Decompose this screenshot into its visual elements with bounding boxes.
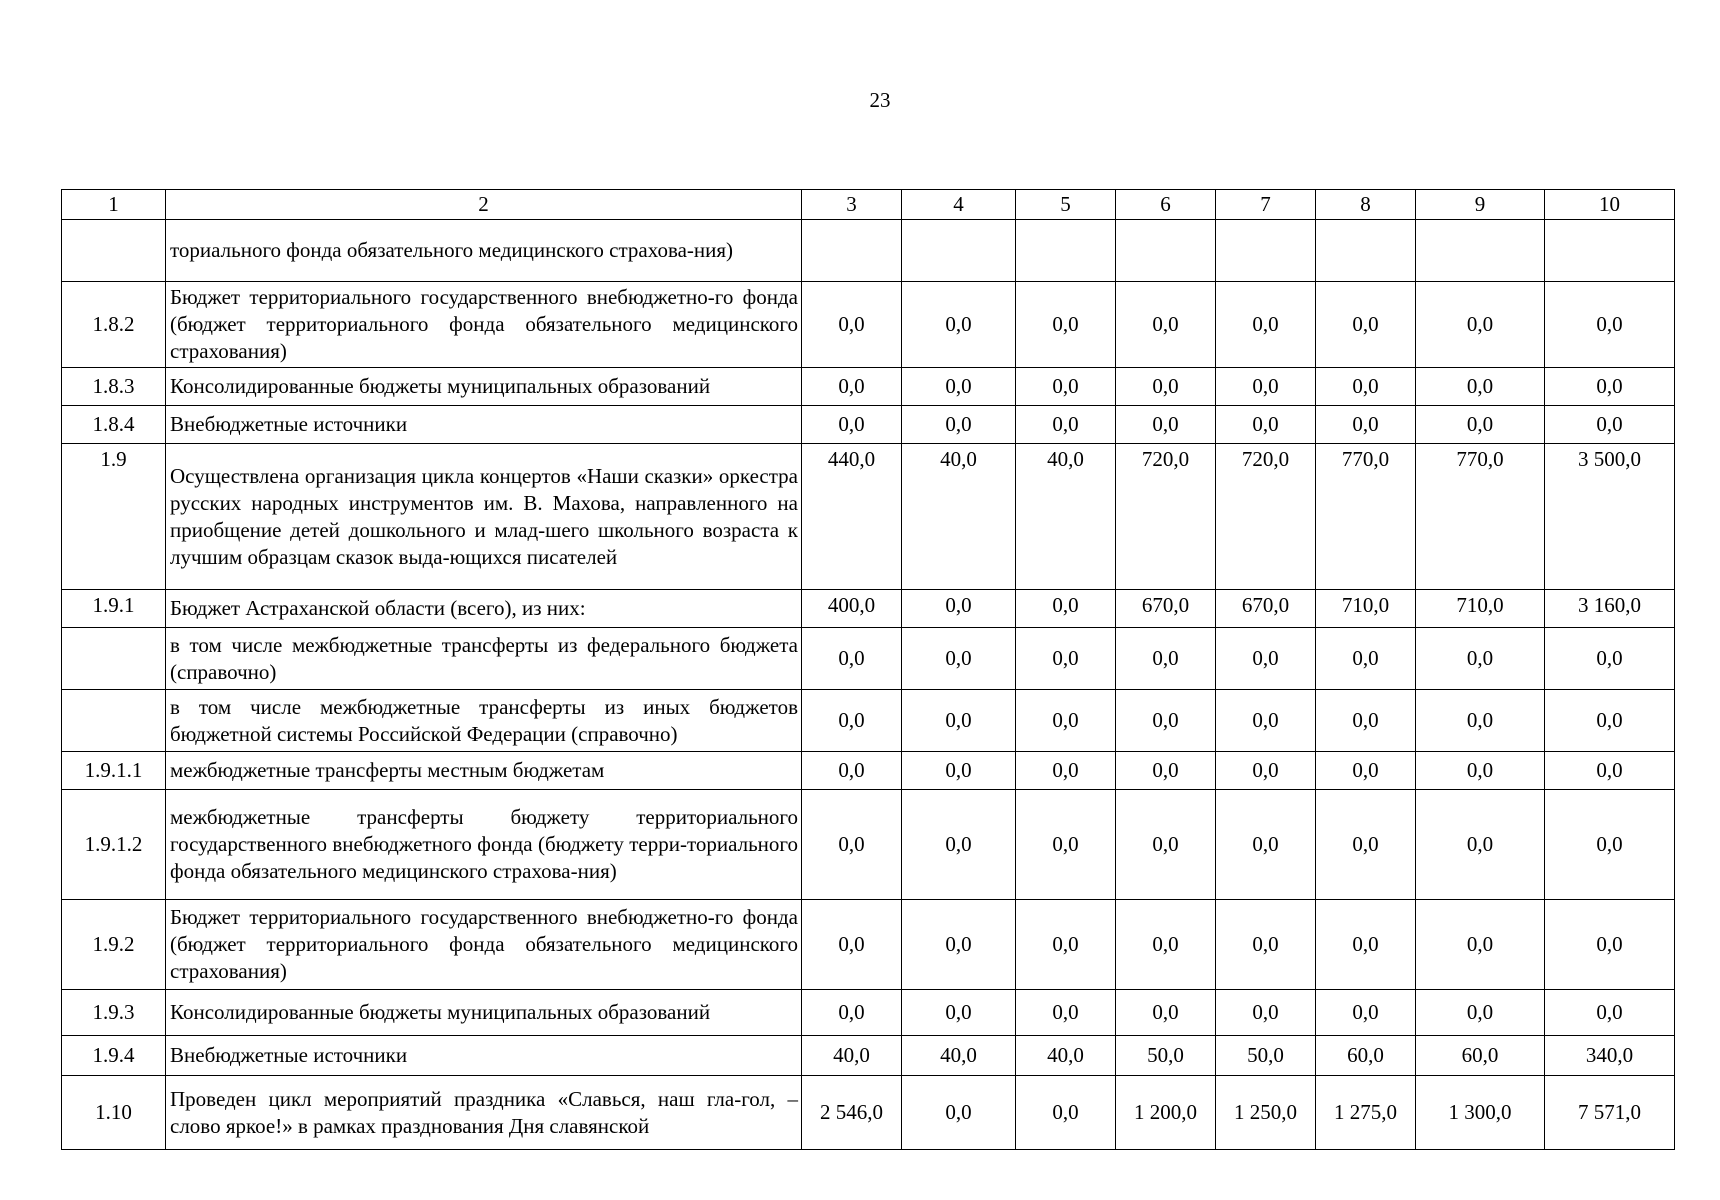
value-cell (1116, 220, 1216, 282)
value-cell: 0,0 (1016, 628, 1116, 690)
row-description-cell: ториального фонда обязательного медицинского страхова-ния) (166, 220, 802, 282)
row-number-cell: 1.10 (62, 1076, 166, 1150)
row-description-cell: Бюджет территориального государственного внебюджетно-го фонда (бюджет территориального фонда обязательного медицинского страхования) (166, 282, 802, 368)
value-cell: 0,0 (802, 628, 902, 690)
value-cell: 0,0 (902, 990, 1016, 1036)
column-header: 7 (1216, 190, 1316, 220)
column-header: 5 (1016, 190, 1116, 220)
value-cell: 0,0 (1316, 368, 1416, 406)
value-cell: 400,0 (802, 590, 902, 628)
value-cell: 0,0 (802, 752, 902, 790)
row-number-cell: 1.9.1 (62, 590, 166, 628)
value-cell: 0,0 (802, 900, 902, 990)
value-cell: 0,0 (1416, 368, 1545, 406)
value-cell (1545, 220, 1675, 282)
value-cell: 0,0 (802, 690, 902, 752)
value-cell: 0,0 (1216, 690, 1316, 752)
value-cell: 0,0 (1545, 628, 1675, 690)
value-cell: 0,0 (902, 900, 1016, 990)
value-cell: 0,0 (1216, 282, 1316, 368)
value-cell: 0,0 (1016, 282, 1116, 368)
column-header: 10 (1545, 190, 1675, 220)
value-cell: 1 275,0 (1316, 1076, 1416, 1150)
table-row (62, 628, 1675, 690)
value-cell (1416, 220, 1545, 282)
value-cell: 0,0 (1216, 628, 1316, 690)
value-cell: 0,0 (1016, 406, 1116, 444)
value-cell: 0,0 (1116, 900, 1216, 990)
table-row (62, 900, 1675, 990)
table-row (62, 752, 1675, 790)
value-cell: 0,0 (1416, 990, 1545, 1036)
value-cell: 1 300,0 (1416, 1076, 1545, 1150)
value-cell: 0,0 (1316, 406, 1416, 444)
value-cell: 0,0 (1316, 690, 1416, 752)
value-cell: 0,0 (1116, 690, 1216, 752)
value-cell: 40,0 (902, 444, 1016, 590)
value-cell: 0,0 (802, 406, 902, 444)
value-cell: 0,0 (1116, 752, 1216, 790)
value-cell: 0,0 (902, 590, 1016, 628)
value-cell: 0,0 (1116, 990, 1216, 1036)
value-cell: 0,0 (802, 282, 902, 368)
table-body (62, 190, 1675, 1150)
value-cell: 0,0 (1016, 1076, 1116, 1150)
table-row (62, 444, 1675, 590)
value-cell: 0,0 (1545, 282, 1675, 368)
value-cell: 0,0 (1116, 406, 1216, 444)
value-cell: 0,0 (1416, 690, 1545, 752)
value-cell: 60,0 (1416, 1036, 1545, 1076)
value-cell: 0,0 (1316, 752, 1416, 790)
value-cell: 0,0 (1316, 282, 1416, 368)
value-cell: 50,0 (1216, 1036, 1316, 1076)
value-cell (1316, 220, 1416, 282)
value-cell: 0,0 (902, 368, 1016, 406)
value-cell: 3 160,0 (1545, 590, 1675, 628)
value-cell: 720,0 (1216, 444, 1316, 590)
value-cell: 0,0 (1545, 690, 1675, 752)
value-cell: 3 500,0 (1545, 444, 1675, 590)
value-cell: 40,0 (1016, 1036, 1116, 1076)
table-row (62, 220, 1675, 282)
row-number-cell: 1.9.2 (62, 900, 166, 990)
row-description-cell: Внебюджетные источники (166, 406, 802, 444)
value-cell: 0,0 (1116, 368, 1216, 406)
value-cell: 0,0 (902, 690, 1016, 752)
value-cell (1016, 220, 1116, 282)
row-description-cell: Проведен цикл мероприятий праздника «Славься, наш гла-гол, – слово яркое!» в рамках празднования Дня славянской (166, 1076, 802, 1150)
value-cell: 0,0 (802, 990, 902, 1036)
value-cell: 50,0 (1116, 1036, 1216, 1076)
row-number-cell (62, 220, 166, 282)
value-cell: 0,0 (1116, 790, 1216, 900)
column-header: 1 (62, 190, 166, 220)
value-cell: 0,0 (902, 282, 1016, 368)
value-cell: 0,0 (902, 790, 1016, 900)
value-cell: 2 546,0 (802, 1076, 902, 1150)
value-cell: 440,0 (802, 444, 902, 590)
value-cell: 0,0 (1216, 900, 1316, 990)
value-cell: 7 571,0 (1545, 1076, 1675, 1150)
column-header: 2 (166, 190, 802, 220)
value-cell: 0,0 (1545, 790, 1675, 900)
value-cell: 0,0 (1545, 752, 1675, 790)
column-header: 6 (1116, 190, 1216, 220)
value-cell: 710,0 (1316, 590, 1416, 628)
row-description-cell: межбюджетные трансферты местным бюджетам (166, 752, 802, 790)
value-cell: 770,0 (1416, 444, 1545, 590)
budget-table (61, 189, 1675, 1150)
value-cell: 0,0 (902, 1076, 1016, 1150)
value-cell (802, 220, 902, 282)
value-cell: 1 250,0 (1216, 1076, 1316, 1150)
value-cell: 0,0 (1016, 990, 1116, 1036)
value-cell: 60,0 (1316, 1036, 1416, 1076)
page-number: 23 (869, 88, 891, 112)
row-number-cell: 1.9.1.1 (62, 752, 166, 790)
row-number-cell (62, 690, 166, 752)
row-description-cell: межбюджетные трансферты бюджету территориального государственного внебюджетного фонда (бюджету терри-ториального фонда обязательного медицинского страхова-ния) (166, 790, 802, 900)
value-cell: 0,0 (1416, 406, 1545, 444)
value-cell: 340,0 (1545, 1036, 1675, 1076)
row-description-cell: в том числе межбюджетные трансферты из федерального бюджета (справочно) (166, 628, 802, 690)
value-cell: 0,0 (1416, 790, 1545, 900)
value-cell: 0,0 (1316, 628, 1416, 690)
table-row (62, 790, 1675, 900)
value-cell: 0,0 (1545, 368, 1675, 406)
value-cell: 40,0 (802, 1036, 902, 1076)
row-description-cell: Бюджет территориального государственного внебюджетно-го фонда (бюджет территориального фонда обязательного медицинского страхования) (166, 900, 802, 990)
row-description-cell: Внебюджетные источники (166, 1036, 802, 1076)
row-number-cell: 1.9.1.2 (62, 790, 166, 900)
value-cell: 0,0 (1416, 628, 1545, 690)
row-number-cell: 1.8.3 (62, 368, 166, 406)
value-cell: 0,0 (1016, 900, 1116, 990)
row-description-cell: Осуществлена организация цикла концертов «Наши сказки» оркестра русских народных инструментов им. В. Махова, направленного на приобщение детей дошкольного и млад-шего школьного возраста к лучшим образцам сказок выда-ющихся писателей (166, 444, 802, 590)
value-cell: 0,0 (1016, 752, 1116, 790)
value-cell: 0,0 (1545, 406, 1675, 444)
table-row (62, 690, 1675, 752)
value-cell: 0,0 (1016, 690, 1116, 752)
value-cell: 0,0 (1216, 990, 1316, 1036)
column-header: 3 (802, 190, 902, 220)
row-number-cell (62, 628, 166, 690)
table-row (62, 282, 1675, 368)
table-row (62, 368, 1675, 406)
value-cell (1216, 220, 1316, 282)
table-row (62, 590, 1675, 628)
value-cell (902, 220, 1016, 282)
value-cell: 0,0 (1016, 790, 1116, 900)
value-cell: 670,0 (1216, 590, 1316, 628)
value-cell: 0,0 (1416, 900, 1545, 990)
value-cell: 0,0 (1545, 900, 1675, 990)
value-cell: 0,0 (802, 790, 902, 900)
value-cell: 0,0 (902, 406, 1016, 444)
value-cell: 0,0 (1116, 628, 1216, 690)
value-cell: 670,0 (1116, 590, 1216, 628)
value-cell: 0,0 (902, 752, 1016, 790)
value-cell: 40,0 (902, 1036, 1016, 1076)
column-header: 4 (902, 190, 1016, 220)
value-cell: 0,0 (1316, 990, 1416, 1036)
row-description-cell: в том числе межбюджетные трансферты из иных бюджетов бюджетной системы Российской Федерации (справочно) (166, 690, 802, 752)
table-row (62, 1076, 1675, 1150)
row-description-cell: Консолидированные бюджеты муниципальных образований (166, 368, 802, 406)
row-number-cell: 1.9.4 (62, 1036, 166, 1076)
row-number-cell: 1.8.2 (62, 282, 166, 368)
value-cell: 710,0 (1416, 590, 1545, 628)
value-cell: 1 200,0 (1116, 1076, 1216, 1150)
column-header: 8 (1316, 190, 1416, 220)
value-cell: 0,0 (1216, 406, 1316, 444)
value-cell: 0,0 (1216, 368, 1316, 406)
value-cell: 0,0 (802, 368, 902, 406)
table-row (62, 1036, 1675, 1076)
row-number-cell: 1.8.4 (62, 406, 166, 444)
value-cell: 0,0 (902, 628, 1016, 690)
value-cell: 770,0 (1316, 444, 1416, 590)
row-number-cell: 1.9 (62, 444, 166, 590)
value-cell: 0,0 (1416, 282, 1545, 368)
table-row (62, 406, 1675, 444)
value-cell: 0,0 (1545, 990, 1675, 1036)
value-cell: 0,0 (1016, 590, 1116, 628)
value-cell: 0,0 (1016, 368, 1116, 406)
value-cell: 0,0 (1316, 900, 1416, 990)
value-cell: 720,0 (1116, 444, 1216, 590)
value-cell: 0,0 (1416, 752, 1545, 790)
column-header: 9 (1416, 190, 1545, 220)
table-row (62, 990, 1675, 1036)
row-number-cell: 1.9.3 (62, 990, 166, 1036)
value-cell: 40,0 (1016, 444, 1116, 590)
row-description-cell: Бюджет Астраханской области (всего), из них: (166, 590, 802, 628)
value-cell: 0,0 (1316, 790, 1416, 900)
value-cell: 0,0 (1216, 752, 1316, 790)
row-description-cell: Консолидированные бюджеты муниципальных образований (166, 990, 802, 1036)
header-row (62, 190, 1675, 220)
value-cell: 0,0 (1116, 282, 1216, 368)
value-cell: 0,0 (1216, 790, 1316, 900)
